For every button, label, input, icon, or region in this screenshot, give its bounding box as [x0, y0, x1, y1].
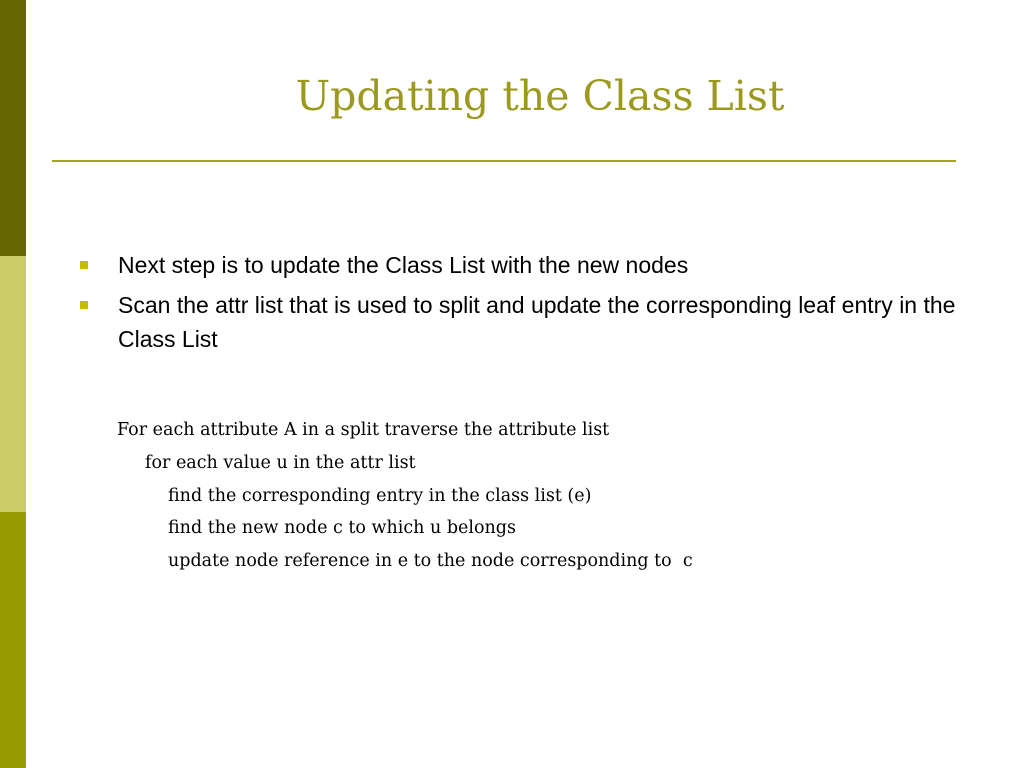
- title-underline: [52, 160, 956, 162]
- pseudocode-line: For each attribute A in a split traverse the attribute list: [117, 420, 610, 440]
- square-bullet-icon: [80, 301, 88, 309]
- bullet-text: Scan the attr list that is used to split and update the corresponding leaf entry in the Class List: [118, 292, 956, 352]
- bullet-item: [80, 248, 960, 282]
- side-bar-middle: [0, 256, 26, 512]
- square-bullet-icon: [80, 261, 88, 269]
- side-bar-top: [0, 0, 26, 256]
- pseudocode-line: update node reference in e to the node corresponding to c: [168, 551, 693, 572]
- algorithm-pseudocode: [117, 414, 977, 578]
- slide-title: Updating the Class List: [295, 72, 785, 120]
- pseudocode-line: find the new node c to which u belongs: [168, 518, 516, 539]
- pseudocode-line: for each value u in the attr list: [145, 452, 416, 473]
- bullet-list: [80, 248, 960, 362]
- side-bar-bottom: [0, 512, 26, 768]
- pseudocode-line: find the corresponding entry in the class list (e): [168, 485, 592, 506]
- bullet-text: Next step is to update the Class List with the new nodes: [118, 252, 689, 278]
- bullet-item: [80, 288, 960, 356]
